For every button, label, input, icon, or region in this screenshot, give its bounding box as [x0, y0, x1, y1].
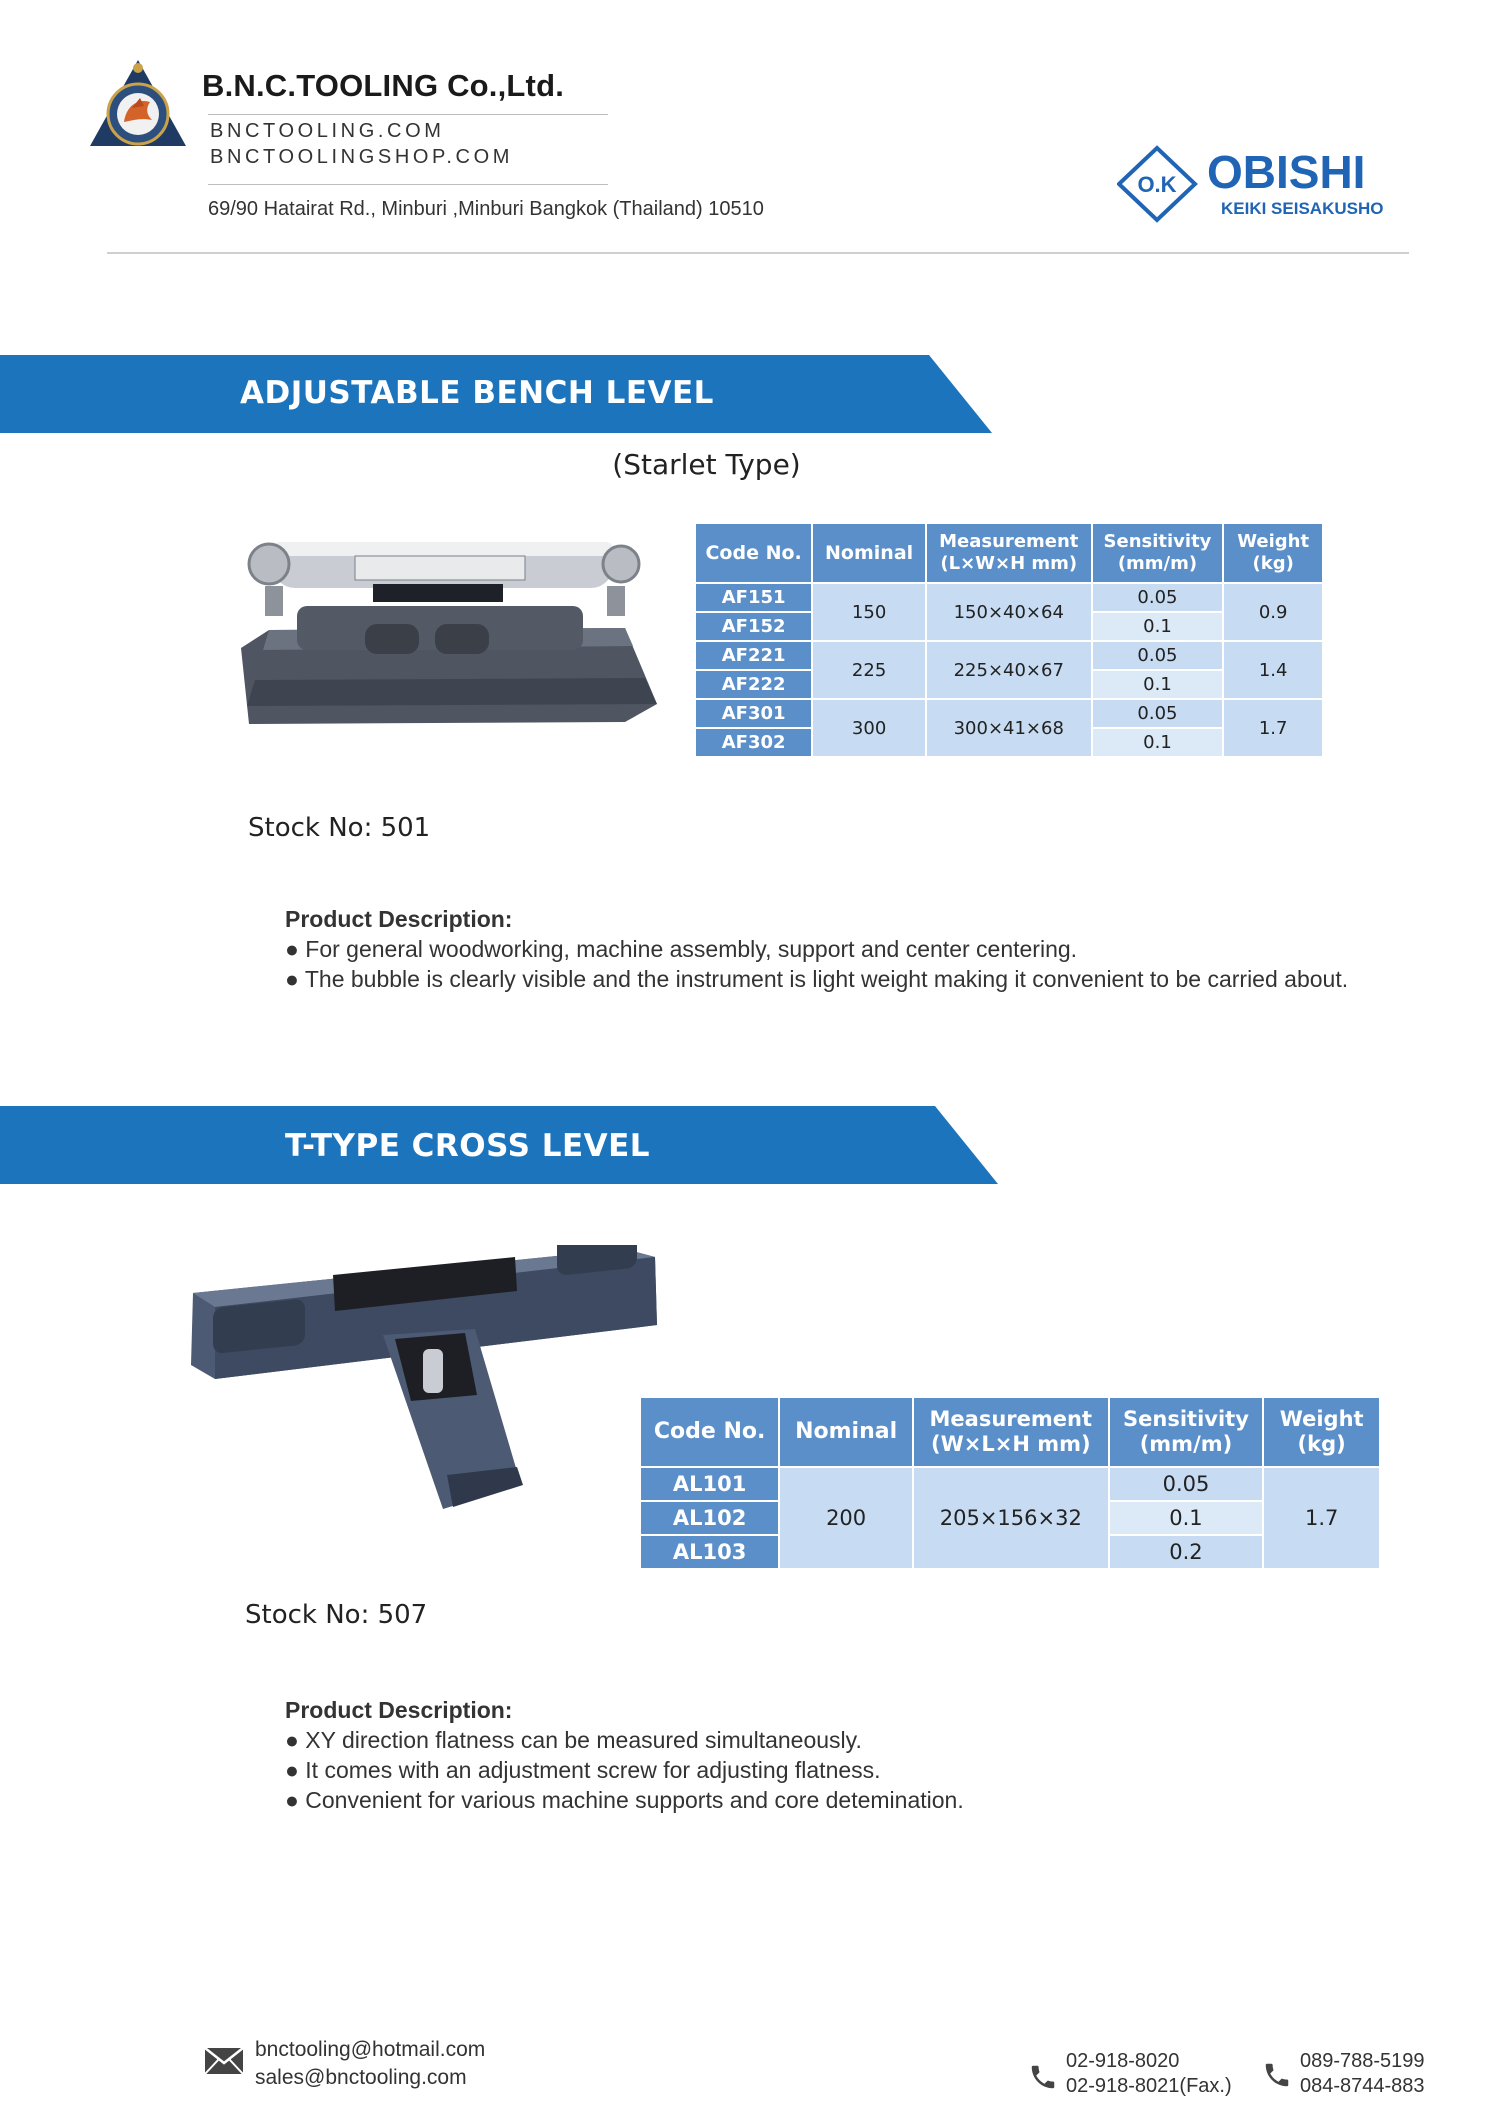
- sensitivity-cell: 0.05: [1109, 1467, 1264, 1501]
- sensitivity-cell: 0.2: [1109, 1535, 1264, 1569]
- weight-cell: 0.9: [1223, 583, 1323, 641]
- phone-icon: [1028, 2062, 1058, 2097]
- col-header-weight: Weight (kg): [1223, 523, 1323, 583]
- website-link[interactable]: BNCTOOLING.COM: [210, 120, 445, 142]
- t-type-cross-level-photo: [185, 1245, 665, 1520]
- code-cell: AL101: [640, 1467, 779, 1501]
- mobile-number[interactable]: 084-8744-883: [1300, 2075, 1425, 2097]
- section-title: T-TYPE CROSS LEVEL: [285, 1128, 651, 1164]
- description-title: Product Description:: [285, 1697, 513, 1723]
- code-cell: AF151: [695, 583, 812, 612]
- obishi-brand-logo: [1117, 142, 1417, 226]
- code-cell: AF152: [695, 612, 812, 641]
- code-cell: AF301: [695, 699, 812, 728]
- code-cell: AF302: [695, 728, 812, 757]
- brand-badge-text: O.K: [1137, 172, 1177, 197]
- table-row: [695, 699, 1323, 728]
- sales-email-link[interactable]: sales@bnctooling.com: [255, 2066, 467, 2089]
- code-cell: AF221: [695, 641, 812, 670]
- sensitivity-cell: 0.1: [1092, 670, 1224, 699]
- nominal-cell: 200: [779, 1467, 913, 1569]
- stock-number: Stock No: 501: [248, 813, 431, 843]
- mail-icon: [204, 2047, 244, 2080]
- cross-level-spec-table: [639, 1396, 1381, 1570]
- sensitivity-cell: 0.1: [1092, 612, 1224, 641]
- nominal-cell: 150: [812, 583, 926, 641]
- code-cell: AL103: [640, 1535, 779, 1569]
- brand-subtitle: KEIKI SEISAKUSHO: [1221, 199, 1384, 218]
- description-item: ● The bubble is clearly visible and the instrument is light weight making it convenient to be carried about.: [285, 966, 1349, 992]
- stock-number: Stock No: 507: [245, 1600, 428, 1630]
- sensitivity-cell: 0.05: [1092, 641, 1224, 670]
- col-header-nominal: Nominal: [779, 1397, 913, 1467]
- table-row: [695, 641, 1323, 670]
- sensitivity-cell: 0.1: [1092, 728, 1224, 757]
- nominal-cell: 300: [812, 699, 926, 757]
- weight-cell: 1.7: [1263, 1467, 1380, 1569]
- header-rule: [107, 252, 1409, 254]
- section-title: ADJUSTABLE BENCH LEVEL: [240, 375, 714, 411]
- measurement-cell: 300×41×68: [926, 699, 1092, 757]
- col-header-code: Code No.: [695, 523, 812, 583]
- description-title: Product Description:: [285, 906, 513, 932]
- company-name: B.N.C.TOOLING Co.,Ltd.: [202, 68, 565, 103]
- col-header-measurement: Measurement (L×W×H mm): [926, 523, 1092, 583]
- weight-cell: 1.7: [1223, 699, 1323, 757]
- description-item: ● XY direction flatness can be measured simultaneously.: [285, 1727, 862, 1753]
- nominal-cell: 225: [812, 641, 926, 699]
- table-row: [640, 1467, 1380, 1501]
- adjustable-bench-level-photo: [225, 528, 663, 728]
- company-logo: [88, 58, 188, 150]
- sensitivity-cell: 0.1: [1109, 1501, 1264, 1535]
- col-header-code: Code No.: [640, 1397, 779, 1467]
- col-header-weight: Weight (kg): [1263, 1397, 1380, 1467]
- fax-number[interactable]: 02-918-8021(Fax.): [1066, 2075, 1232, 2097]
- phone-number[interactable]: 02-918-8020: [1066, 2050, 1180, 2072]
- col-header-measurement: Measurement (W×L×H mm): [913, 1397, 1109, 1467]
- code-cell: AL102: [640, 1501, 779, 1535]
- col-header-nominal: Nominal: [812, 523, 926, 583]
- mobile-number[interactable]: 089-788-5199: [1300, 2050, 1425, 2072]
- code-cell: AF222: [695, 670, 812, 699]
- bench-level-spec-table: [694, 522, 1324, 758]
- col-header-sensitivity: Sensitivity (mm/m): [1109, 1397, 1264, 1467]
- header-divider: [208, 114, 608, 115]
- description-item: ● Convenient for various machine supports and core detemination.: [285, 1787, 964, 1813]
- shop-website-link[interactable]: BNCTOOLINGSHOP.COM: [210, 146, 513, 168]
- section-banner-bench-level: [0, 355, 1000, 435]
- measurement-cell: 225×40×67: [926, 641, 1092, 699]
- table-row: [695, 583, 1323, 612]
- mobile-phone-icon: [1262, 2060, 1292, 2095]
- sensitivity-cell: 0.05: [1092, 699, 1224, 728]
- sensitivity-cell: 0.05: [1092, 583, 1224, 612]
- weight-cell: 1.4: [1223, 641, 1323, 699]
- measurement-cell: 150×40×64: [926, 583, 1092, 641]
- col-header-sensitivity: Sensitivity (mm/m): [1092, 523, 1224, 583]
- email-link[interactable]: bnctooling@hotmail.com: [255, 2038, 486, 2061]
- measurement-cell: 205×156×32: [913, 1467, 1109, 1569]
- company-address: 69/90 Hatairat Rd., Minburi ,Minburi Bangkok (Thailand) 10510: [208, 198, 764, 220]
- description-item: ● It comes with an adjustment screw for adjusting flatness.: [285, 1757, 881, 1783]
- description-item: ● For general woodworking, machine assembly, support and center centering.: [285, 936, 1078, 962]
- section-subtitle: (Starlet Type): [612, 448, 801, 481]
- brand-name: OBISHI: [1207, 146, 1366, 198]
- section-banner-cross-level: [0, 1106, 1000, 1186]
- header-divider: [208, 184, 608, 185]
